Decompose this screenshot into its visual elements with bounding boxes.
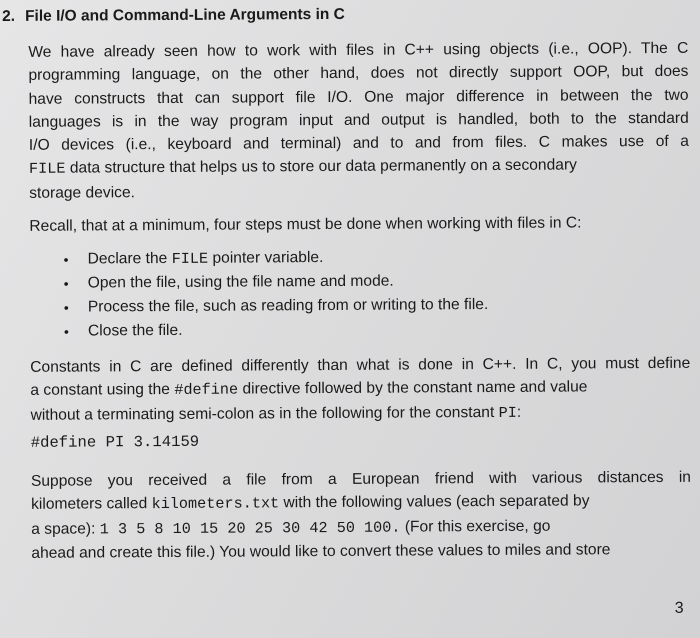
km-line-2: kilometers called kilometers.txt with the following values (each separated by <box>31 492 590 514</box>
intro-paragraph <box>28 37 689 205</box>
section-number: 2. <box>2 7 16 25</box>
pi-identifier: PI <box>498 403 517 422</box>
bullet-icon: • <box>63 323 69 340</box>
constants-line-1: Constants in C are defined differently than what is done in C++. In C, you must define <box>30 354 691 376</box>
page-number: 3 <box>674 599 684 617</box>
constants-line-2: a constant using the #define directive followed by the constant name and value <box>30 378 588 400</box>
list-item: • Declare the FILE pointer variable. <box>30 244 690 272</box>
steps-list-container <box>30 244 691 344</box>
intro-line-2: programming language, on the other hand, does not directly support OOP, but does <box>28 63 689 85</box>
section-heading <box>2 6 345 26</box>
km-line-3: a space): 1 3 5 8 10 15 20 25 30 42 50 100. (For this exercise, go <box>31 517 551 538</box>
constants-line-3: without a terminating semi-colon as in the following for the constant PI: <box>30 403 522 424</box>
km-line-1: Suppose you received a file from a European friend with various distances in <box>30 468 691 490</box>
filename: kilometers.txt <box>151 494 280 514</box>
define-keyword: #define <box>174 380 239 400</box>
constants-paragraph <box>30 352 690 428</box>
intro-line-3: have constructs that can support file I/O. One major difference in between the two <box>28 86 689 108</box>
steps-list <box>30 244 691 344</box>
section-title: File I/O and Command-Line Arguments in C <box>24 5 345 25</box>
intro-line-6-text: data structure that helps us to store our data permanently on a secondary <box>65 156 577 178</box>
list-item: • Close the file. <box>30 316 690 344</box>
bullet-icon: • <box>63 299 69 316</box>
list-item: • Open the file, using the file name and mode. <box>30 268 690 296</box>
bullet-icon: • <box>63 275 69 292</box>
kilometers-paragraph <box>31 466 692 565</box>
intro-line-7: storage device. <box>29 183 135 202</box>
list-item: • Process the file, such as reading from or writing to the file. <box>30 292 690 320</box>
intro-line-5: I/O devices (i.e., keyboard and terminal) and to and from files. C makes use of a <box>28 132 689 155</box>
recall-paragraph <box>29 211 689 238</box>
code-example <box>31 428 691 455</box>
define-pi-code: #define PI 3.14159 <box>30 432 200 452</box>
file-keyword: FILE <box>171 249 209 268</box>
file-keyword: FILE <box>28 160 66 179</box>
bullet-icon: • <box>63 251 69 268</box>
km-line-4: ahead and create this file.) You would like to convert these values to miles and store <box>31 541 611 562</box>
values-list: 1 3 5 8 10 15 20 25 30 42 50 100. <box>99 518 401 538</box>
intro-line-4: languages is in the way program input and output is handled, both to the standard <box>28 109 689 131</box>
recall-text: Recall, that at a minimum, four steps must be done when working with files in C: <box>29 214 582 235</box>
intro-line-1: We have already seen how to work with files in C++ using objects (i.e., OOP). The C <box>28 39 689 61</box>
